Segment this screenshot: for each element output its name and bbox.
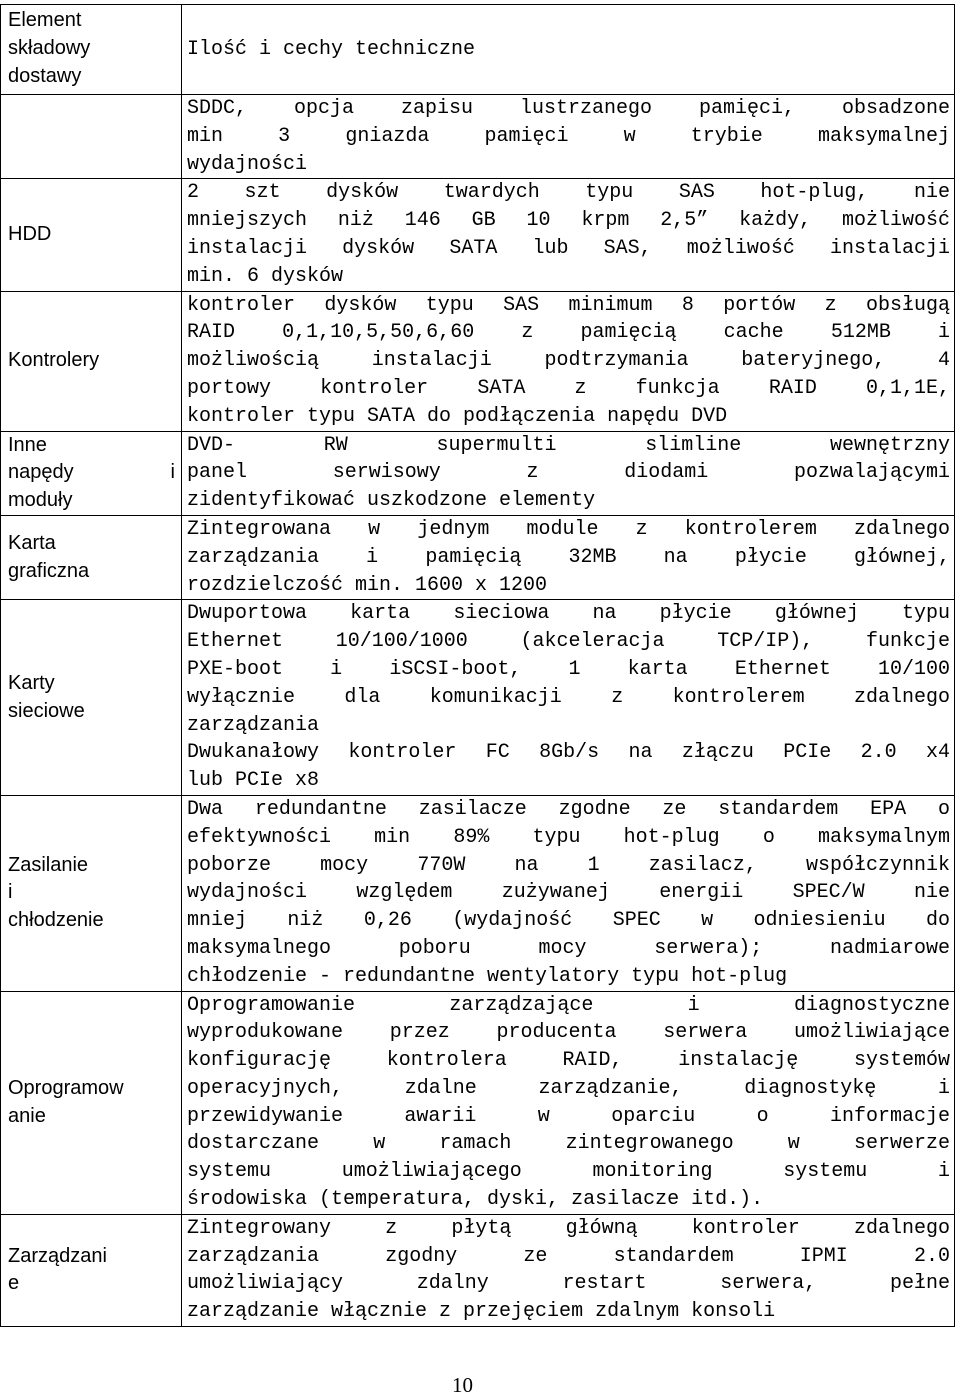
component-label: Kontrolery [8,349,100,372]
specification-line: wydajności [187,152,308,176]
specification-line: przewidywanie awarii w oparciu o informacje [187,1104,950,1128]
specification-line: umożliwiający zdalny restart serwera, pełne [187,1272,950,1296]
component-label: Oprogramow anie [8,1076,124,1127]
component-cell [1,95,182,179]
specification-line: wyprodukowane przez producenta serwera umożliwiające [187,1021,950,1045]
specification-line: wydajności względem zużywanej energii SPEC/W nie [187,881,950,905]
specification-table [0,4,955,1327]
component-label: Inne napędy i moduły [8,433,175,512]
specification-cell [182,95,955,179]
table-row [1,179,955,291]
component-label: Karty sieciowe [8,671,85,722]
table-row [1,431,955,515]
table-row [1,600,955,796]
table-row [1,795,955,991]
specification-line: portowy kontroler SATA z funkcja RAID 0,1,1E, [187,376,950,400]
specification-line: instalacji dysków SATA lub SAS, możliwość instalacji [187,236,950,260]
specification-cell [182,515,955,599]
component-label: Karta graficzna [8,531,90,582]
specification-line: Zintegrowany z płytą główną kontroler zdalnego [187,1216,950,1240]
specification-line: maksymalnego poboru mocy serwera); nadmiarowe [187,936,950,960]
component-cell [1,431,182,515]
component-cell [1,179,182,291]
specification-line: RAID 0,1,10,5,50,6,60 z pamięcią cache 512MB i [187,321,950,345]
specification-cell [182,291,955,431]
component-cell [1,291,182,431]
specification-line: min 3 gniazda pamięci w trybie maksymalnej [187,124,950,148]
specification-line: wyłącznie dla komunikacji z kontrolerem zdalnego [187,685,950,709]
specification-line: Ethernet 10/100/1000 (akceleracja TCP/IP), funkcje [187,630,950,654]
specification-line: kontroler typu SATA do podłączenia napędu DVD [187,404,728,428]
header-cell-specs [182,5,955,95]
table-row [1,95,955,179]
specification-line: Dwa redundantne zasilacze zgodne ze standardem EPA o [187,797,950,821]
specification-line: poborze mocy 770W na 1 zasilacz, współczynnik [187,853,950,877]
specification-line: min. 6 dysków [187,264,344,288]
component-label: Zasilanie i chłodzenie [8,853,104,932]
specification-line: dostarczane w ramach zintegrowanego w serwerze [187,1132,950,1156]
specification-line: systemu umożliwiającego monitoring systemu i [187,1160,950,1184]
component-cell [1,515,182,599]
table-row [1,991,955,1214]
specification-line: Oprogramowanie zarządzające i diagnostyczne [187,993,950,1017]
specification-line: SDDC, opcja zapisu lustrzanego pamięci, obsadzone [187,97,950,120]
component-cell [1,991,182,1214]
specification-cell [182,1214,955,1326]
specification-line: zarządzanie włącznie z przejęciem zdalnym konsoli [187,1300,776,1324]
specification-line: operacyjnych, zdalne zarządzanie, diagnostykę i [187,1076,950,1100]
specification-line: Zintegrowana w jednym module z kontrolerem zdalnego [187,517,950,541]
specification-line: środowiska (temperatura, dyski, zasilacze itd.). [187,1188,764,1212]
specification-line: rozdzielczość min. 1600 x 1200 [187,573,548,597]
specification-line: mniejszych niż 146 GB 10 krpm 2,5” każdy, możliwość [187,209,950,233]
header-component-label: Element składowy dostawy [8,9,91,87]
specification-line: zidentyfikować uszkodzone elementy [187,489,596,513]
specification-line: zarządzania i pamięcią 32MB na płycie głównej, [187,545,950,569]
component-cell [1,795,182,991]
specification-line: panel serwisowy z diodami pozwalającymi [187,461,950,485]
specification-table-body [1,5,955,1327]
specification-line: 2 szt dysków twardych typu SAS hot-plug, nie [187,181,950,205]
specification-line: możliwością instalacji podtrzymania bateryjnego, 4 [187,349,950,373]
page-number: 10 [452,1373,473,1397]
specification-line: PXE-boot i iSCSI-boot, 1 karta Ethernet 10/100 [187,657,950,681]
specification-line: kontroler dysków typu SAS minimum 8 portów z obsługą [187,293,950,317]
specification-line: Dwukanałowy kontroler FC 8Gb/s na złączu PCIe 2.0 x4 [187,741,950,765]
specification-cell [182,431,955,515]
specification-line: chłodzenie - redundantne wentylatory typu hot-plug [187,964,788,988]
table-row [1,515,955,599]
specification-cell [182,600,955,796]
specification-cell [182,179,955,291]
header-specs-label: Ilość i cechy techniczne [187,37,476,61]
table-row [1,291,955,431]
specification-line: efektywności min 89% typu hot-plug o maksymalnym [187,825,950,849]
component-label: Zarządzani e [8,1244,107,1295]
header-cell-component [1,5,182,95]
specification-line: zarządzania zgodny ze standardem IPMI 2.0 [187,1244,950,1268]
table-row [1,1214,955,1326]
specification-line: lub PCIe x8 [187,769,320,793]
specification-line: konfigurację kontrolera RAID, instalację systemów [187,1049,950,1073]
specification-line: zarządzania [187,713,320,737]
specification-cell [182,795,955,991]
component-cell [1,1214,182,1326]
component-cell [1,600,182,796]
table-header-row [1,5,955,95]
specification-cell [182,991,955,1214]
specification-line: mniej niż 0,26 (wydajność SPEC w odniesieniu do [187,909,950,933]
specification-line: Dwuportowa karta sieciowa na płycie głównej typu [187,602,950,626]
component-label: HDD [8,223,52,246]
specification-line: DVD- RW supermulti slimline wewnętrzny [187,433,950,457]
